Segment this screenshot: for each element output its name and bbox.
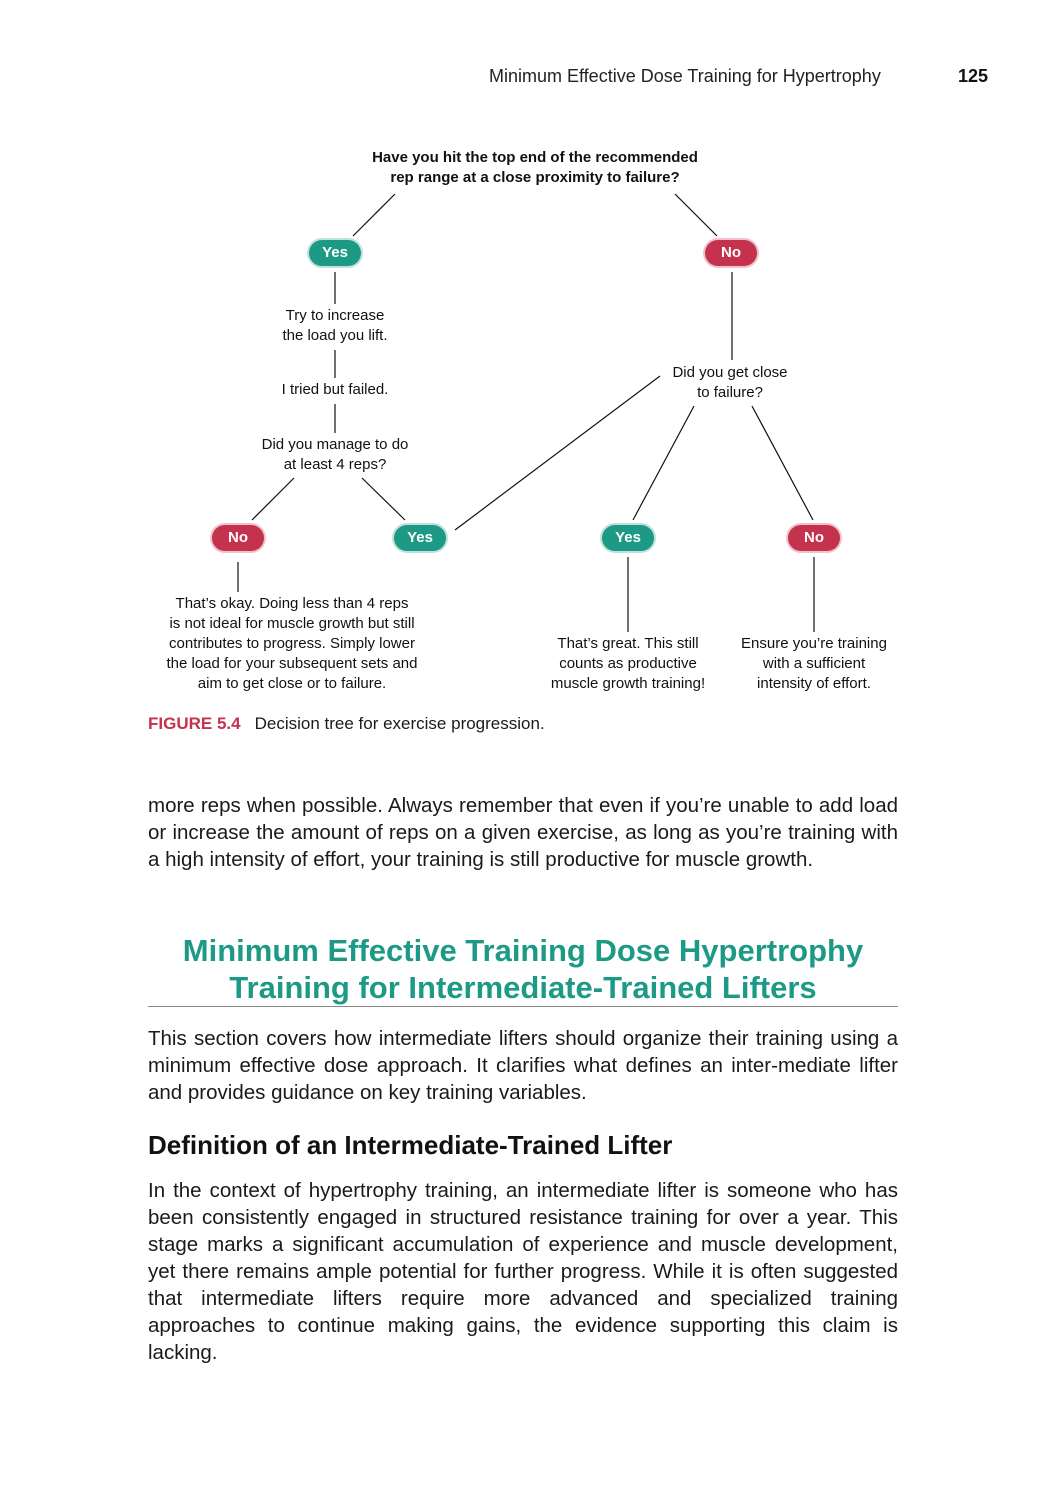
okay-outcome-node: That’s okay. Doing less than 4 reps is not ideal for muscle growth but still contributes to progress. Simply lower the load for your subsequent sets and aim to get close or to failure. <box>166 595 418 692</box>
root-yes-pill: Yes <box>309 240 361 266</box>
ensure-outcome-node: Ensure you’re training with a sufficient intensity of effort. <box>741 635 887 692</box>
running-head: Minimum Effective Dose Training for Hypertrophy <box>489 66 881 86</box>
root-no-pill: No <box>705 240 757 266</box>
try-increase-node: Try to increase the load you lift. <box>282 307 388 344</box>
great-outcome-node: That’s great. This still counts as productive muscle growth training! <box>550 635 706 692</box>
close-yes-pill: Yes <box>602 525 654 551</box>
figure-caption-text: Decision tree for exercise progression. <box>254 714 545 733</box>
edge-manage-no <box>252 478 294 520</box>
edge-root-yes <box>353 194 395 236</box>
figure-label: FIGURE 5.4 <box>148 714 241 733</box>
tried-failed-node: I tried but failed. <box>281 381 389 398</box>
paragraph-continuation: more reps when possible. Always remember that even if you’re unable to add load or increase the amount of reps on a given exercise, as long as you’re training with a high intensity of effort, your training is still productive for muscle growth. <box>148 794 898 871</box>
definition-paragraph: In the context of hypertrophy training, an intermediate lifter is someone who has been consistently engaged in structured resistance training for over a year. This stage marks a significant accumulation of experience and muscle development, yet there remains ample potential for further progress. While it is often suggested that intermediate lifters require more advanced and specialized training approaches to continue making gains, the evidence supporting this claim is lacking. <box>148 1179 898 1364</box>
edge-root-no <box>675 194 717 236</box>
subheading: Definition of an Intermediate-Trained Lifter <box>148 1130 673 1160</box>
root-question-text: Have you hit the top end of the recommended rep range at a close proximity to failure? <box>372 149 698 186</box>
section-heading: Minimum Effective Training Dose Hypertrophy Training for Intermediate-Trained Lifters <box>182 933 864 1005</box>
page-number: 125 <box>958 66 989 86</box>
edge-close-yes <box>633 406 694 520</box>
close-to-failure-node: Did you get close to failure? <box>672 364 788 401</box>
four-reps-yes-pill: Yes <box>394 525 446 551</box>
edge-close-yes4 <box>455 376 660 530</box>
manage-4-reps-node: Did you manage to do at least 4 reps? <box>261 436 409 473</box>
section-divider <box>148 1006 898 1007</box>
section-intro-paragraph: This section covers how intermediate lifters should organize their training using a minimum effective dose approach. It clarifies what defines an inter-mediate lifter and provides guidance on key training variables. <box>148 1027 898 1104</box>
edge-manage-yes <box>362 478 405 520</box>
edge-close-no <box>752 406 813 520</box>
close-no-pill: No <box>788 525 840 551</box>
figure-caption <box>148 714 545 734</box>
root-question <box>345 148 725 188</box>
four-reps-no-pill: No <box>212 525 264 551</box>
